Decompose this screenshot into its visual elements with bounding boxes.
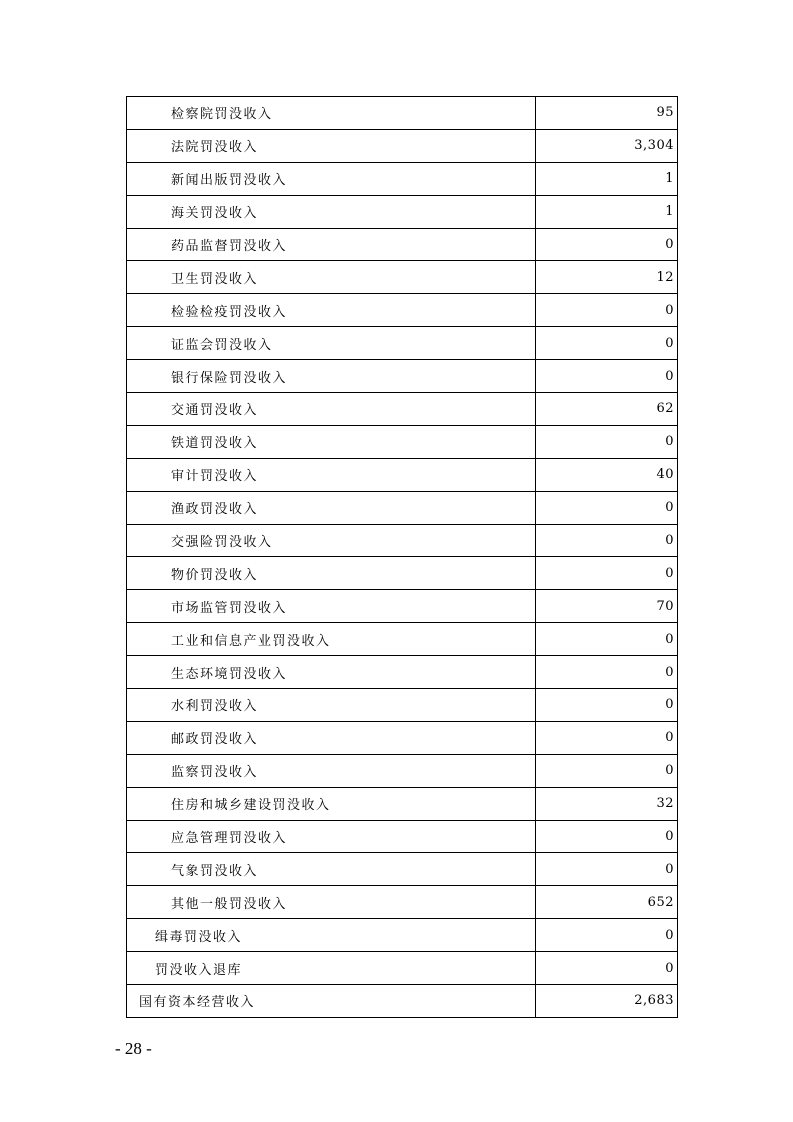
item-value-cell: 0 [536,689,678,722]
item-name-cell: 铁道罚没收入 [127,425,536,458]
table-row [127,491,678,524]
item-value-cell: 95 [536,97,678,130]
item-value-cell: 0 [536,524,678,557]
item-value-cell: 0 [536,721,678,754]
item-value-cell: 0 [536,491,678,524]
item-value-cell: 1 [536,195,678,228]
item-value-cell: 0 [536,557,678,590]
item-name-cell: 气象罚没收入 [127,853,536,886]
item-name-cell: 监察罚没收入 [127,754,536,787]
item-name-cell: 渔政罚没收入 [127,491,536,524]
table-row [127,327,678,360]
item-value-cell: 3,304 [536,129,678,162]
item-value-cell: 0 [536,754,678,787]
item-value-cell: 0 [536,327,678,360]
item-value-cell: 32 [536,787,678,820]
item-value-cell: 12 [536,261,678,294]
table-row [127,590,678,623]
table-row [127,557,678,590]
item-name-cell: 罚没收入退库 [127,952,536,985]
item-name-cell: 市场监管罚没收入 [127,590,536,623]
table-row [127,524,678,557]
table-row [127,886,678,919]
table-row [127,985,678,1018]
item-value-cell: 0 [536,656,678,689]
item-name-cell: 应急管理罚没收入 [127,820,536,853]
item-name-cell: 国有资本经营收入 [127,985,536,1018]
item-name-cell: 水利罚没收入 [127,689,536,722]
item-name-cell: 药品监督罚没收入 [127,228,536,261]
item-value-cell: 2,683 [536,985,678,1018]
item-name-cell: 工业和信息产业罚没收入 [127,623,536,656]
item-value-cell: 0 [536,952,678,985]
item-value-cell: 0 [536,425,678,458]
table-row [127,952,678,985]
table-row [127,195,678,228]
item-name-cell: 海关罚没收入 [127,195,536,228]
item-name-cell: 交通罚没收入 [127,393,536,426]
table-row [127,656,678,689]
table-row [127,97,678,130]
item-name-cell: 银行保险罚没收入 [127,360,536,393]
item-name-cell: 物价罚没收入 [127,557,536,590]
page-number: - 28 - [115,1039,152,1058]
table-row [127,425,678,458]
revenue-table [126,96,678,1018]
item-value-cell: 652 [536,886,678,919]
item-name-cell: 新闻出版罚没收入 [127,162,536,195]
table-row [127,820,678,853]
item-name-cell: 交强险罚没收入 [127,524,536,557]
table-row [127,393,678,426]
item-name-cell: 法院罚没收入 [127,129,536,162]
table-row [127,162,678,195]
table-row [127,458,678,491]
table-row [127,129,678,162]
item-name-cell: 检察院罚没收入 [127,97,536,130]
item-value-cell: 0 [536,853,678,886]
revenue-table-body [127,97,678,1018]
table-row [127,721,678,754]
item-value-cell: 62 [536,393,678,426]
item-value-cell: 0 [536,294,678,327]
item-value-cell: 70 [536,590,678,623]
table-row [127,294,678,327]
item-name-cell: 检验检疫罚没收入 [127,294,536,327]
item-name-cell: 住房和城乡建设罚没收入 [127,787,536,820]
item-name-cell: 生态环境罚没收入 [127,656,536,689]
table-row [127,261,678,294]
table-row [127,919,678,952]
table-row [127,689,678,722]
item-name-cell: 卫生罚没收入 [127,261,536,294]
table-row [127,754,678,787]
item-name-cell: 其他一般罚没收入 [127,886,536,919]
table-row [127,360,678,393]
item-value-cell: 40 [536,458,678,491]
table-row [127,228,678,261]
item-name-cell: 缉毒罚没收入 [127,919,536,952]
item-name-cell: 审计罚没收入 [127,458,536,491]
table-row [127,623,678,656]
item-value-cell: 1 [536,162,678,195]
item-value-cell: 0 [536,820,678,853]
item-value-cell: 0 [536,228,678,261]
item-name-cell: 邮政罚没收入 [127,721,536,754]
item-name-cell: 证监会罚没收入 [127,327,536,360]
item-value-cell: 0 [536,919,678,952]
table-row [127,787,678,820]
item-value-cell: 0 [536,623,678,656]
item-value-cell: 0 [536,360,678,393]
table-row [127,853,678,886]
